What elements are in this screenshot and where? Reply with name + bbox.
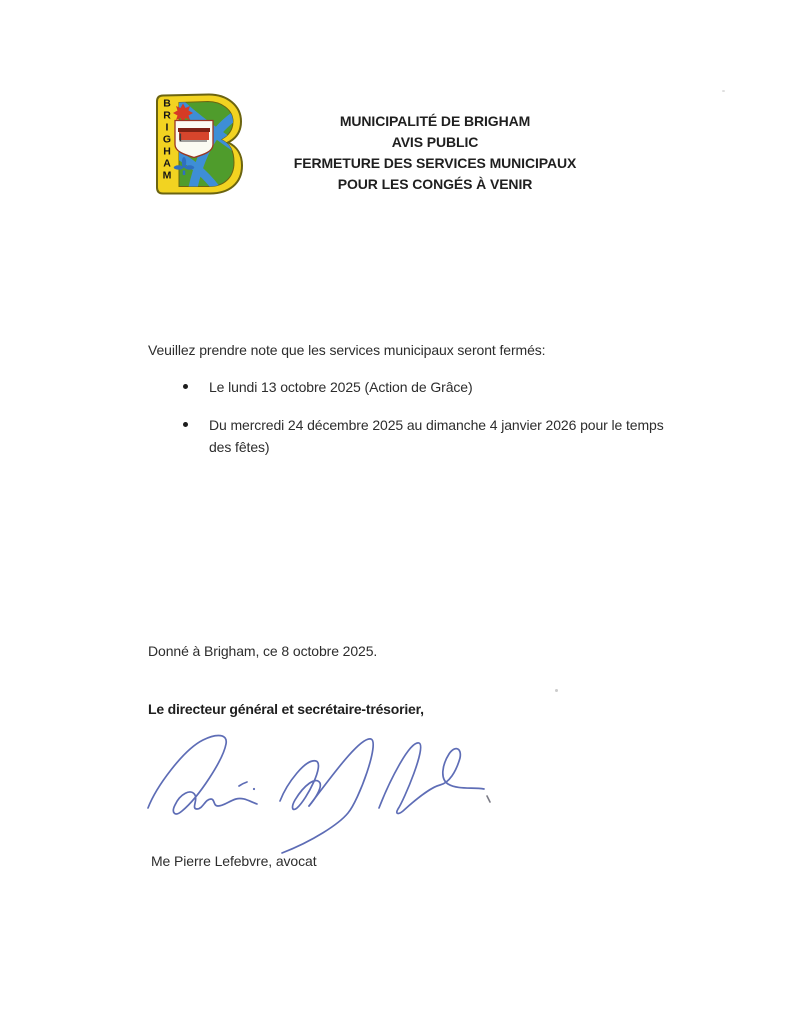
pen-tick-mark [487,796,490,802]
header-line-avis-public: AVIS PUBLIC [391,134,479,150]
brigham-crest-logo [153,91,245,198]
brigham-crest-icon [153,91,245,198]
svg-text:B: B [163,97,171,110]
crest-wordmark [163,98,172,182]
header-line-conges: POUR LES CONGÉS À VENIR [337,176,533,192]
scan-speck [722,90,725,92]
scan-speck [555,689,558,692]
closure-item-thanksgiving [183,376,687,398]
svg-text:G: G [162,133,172,146]
bridge-shield-icon [175,121,213,158]
intro-text: Veuillez prendre note que les services municipaux seront fermés: [148,342,546,358]
signatory-title: Le directeur général et secrétaire-trésorier, [148,701,424,717]
svg-text:A: A [163,157,171,170]
closure-item-text: Du mercredi 24 décembre 2025 au dimanche 4 janvier 2026 pour le temps des fêtes) [209,417,664,455]
signature-image [143,730,503,860]
bullet-icon [183,384,188,389]
notice-header [240,111,630,195]
header-line-fermeture: FERMETURE DES SERVICES MUNICIPAUX [293,155,577,171]
svg-text:I: I [165,121,169,134]
signatory-name: Me Pierre Lefebvre, avocat [151,853,317,869]
svg-text:M: M [162,169,172,182]
handwritten-signature-icon [143,730,503,860]
svg-text:R: R [163,109,171,122]
closure-item-holidays [183,414,687,458]
date-line: Donné à Brigham, ce 8 octobre 2025. [148,643,378,659]
svg-text:H: H [163,145,171,158]
header-line-municipality: MUNICIPALITÉ DE BRIGHAM [339,113,531,129]
closure-item-text: Le lundi 13 octobre 2025 (Action de Grâce) [209,379,473,395]
bullet-icon [183,422,188,427]
